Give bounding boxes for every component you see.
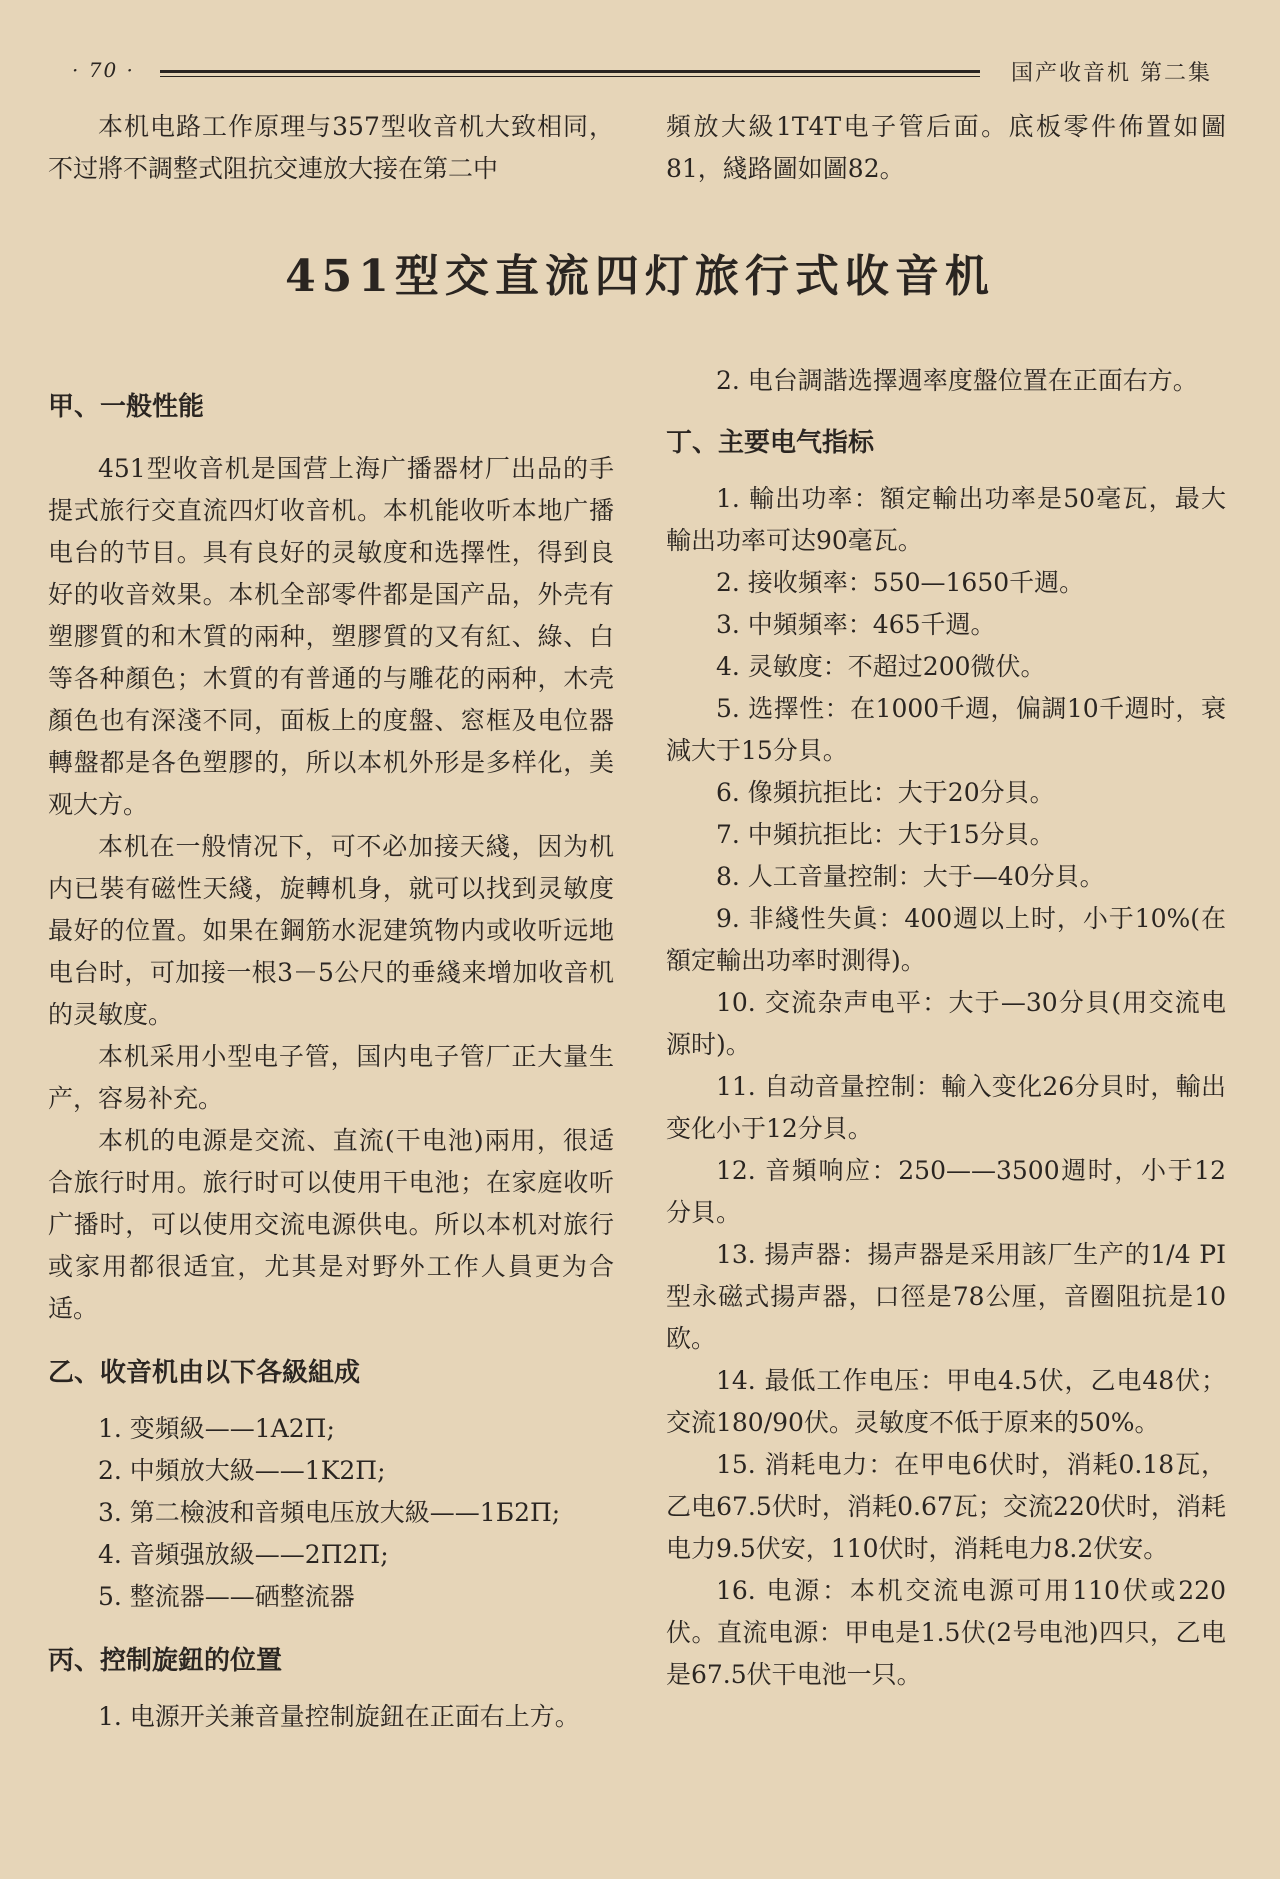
right-column bbox=[666, 360, 1226, 1696]
spec-item: 4. 灵敏度：不超过200微伏。 bbox=[716, 652, 1046, 681]
list-item: 2. 中頻放大級——1K2Π; bbox=[98, 1456, 386, 1485]
spec-item: 3. 中頻頻率：465千週。 bbox=[716, 610, 996, 639]
paragraph-general-4: 本机的电源是交流、直流(干电池)兩用，很适合旅行时用。旅行时可以使用干电池；在家庭收听广播时，可以使用交流电源供电。所以本机对旅行或家用都很适宜，尤其是对野外工作人員更为合适。 bbox=[48, 1126, 614, 1323]
page-number: · 70 · bbox=[72, 58, 135, 82]
spec-item: 7. 中頻抗拒比：大于15分貝。 bbox=[716, 820, 1055, 849]
spec-item: 2. 接收頻率：550—1650千週。 bbox=[716, 568, 1085, 597]
spec-item: 5. 选擇性：在1000千週，偏調10千週时，衰減大于15分貝。 bbox=[666, 694, 1226, 765]
left-column bbox=[48, 386, 614, 1738]
spec-item: 10. 交流杂声电平：大于—30分貝(用交流电源时)。 bbox=[666, 988, 1226, 1059]
list-item: 5. 整流器——硒整流器 bbox=[98, 1582, 355, 1611]
list-item: 3. 第二檢波和音頻电压放大級——1Б2Π; bbox=[98, 1498, 561, 1527]
section-heading-specs: 丁、主要电气指标 bbox=[666, 428, 875, 458]
spec-item: 6. 像頻抗拒比：大于20分貝。 bbox=[716, 778, 1055, 807]
paragraph-general-2: 本机在一般情况下，可不必加接天綫，因为机内已裝有磁性天綫，旋轉机身，就可以找到灵敏度最好的位置。如果在鋼筋水泥建筑物内或收听远地电台时，可加接一根3－5公尺的垂綫来增加收音机的灵敏度。 bbox=[48, 832, 614, 1029]
intro-paragraph-right: 頻放大級1T4T电子管后面。底板零件佈置如圖81，綫路圖如圖82。 bbox=[666, 112, 1226, 183]
spec-item: 16. 电源：本机交流电源可用110伏或220伏。直流电源：甲电是1.5伏(2号电池)四只，乙电是67.5伏干电池一只。 bbox=[666, 1576, 1226, 1689]
header-rule-thin bbox=[160, 76, 980, 77]
spec-item: 1. 輸出功率：額定輸出功率是50毫瓦，最大輸出功率可达90毫瓦。 bbox=[666, 484, 1226, 555]
spec-item: 8. 人工音量控制：大于—40分貝。 bbox=[716, 862, 1105, 891]
section-heading-controls: 丙、控制旋鈕的位置 bbox=[48, 1646, 283, 1676]
series-title: 国产收音机 第二集 bbox=[1011, 61, 1212, 86]
list-item: 1. 电源开关兼音量控制旋鈕在正面右上方。 bbox=[98, 1702, 580, 1731]
intro-left-column bbox=[48, 106, 614, 190]
paragraph-general-1: 451型收音机是国营上海广播器材厂出品的手提式旅行交直流四灯收音机。本机能收听本地广播电台的节目。具有良好的灵敏度和选擇性，得到良好的收音效果。本机全部零件都是国产品，外壳有塑膠質的和木質的兩种，塑膠質的又有紅、綠、白等各种顏色；木質的有普通的与雕花的兩种，木壳顏色也有深淺不同，面板上的度盤、窓框及电位器轉盤都是各色塑膠的，所以本机外形是多样化，美观大方。 bbox=[48, 454, 614, 819]
intro-right-column bbox=[666, 106, 1226, 190]
spec-item: 13. 揚声器：揚声器是采用該厂生产的1/4 PI型永磁式揚声器，口徑是78公厘，音圈阻抗是10欧。 bbox=[666, 1240, 1226, 1353]
header-rule bbox=[160, 70, 980, 73]
spec-item: 11. 自动音量控制：輸入变化26分貝时，輸出变化小于12分貝。 bbox=[666, 1072, 1226, 1143]
intro-paragraph-left: 本机电路工作原理与357型收音机大致相同，不过將不調整式阻抗交連放大接在第二中 bbox=[48, 112, 614, 183]
page-header bbox=[72, 56, 1212, 88]
article-title: 451型交直流四灯旅行式收音机 bbox=[285, 251, 995, 302]
spec-item: 14. 最低工作电压：甲电4.5伏，乙电48伏；交流180/90伏。灵敏度不低于原来的50%。 bbox=[666, 1366, 1226, 1437]
section-heading-general: 甲、一般性能 bbox=[48, 392, 205, 422]
spec-item: 12. 音頻响应：250——3500週时，小于12分貝。 bbox=[666, 1156, 1226, 1227]
paragraph-general-3: 本机采用小型电子管，国内电子管厂正大量生产，容易补充。 bbox=[48, 1042, 614, 1113]
list-item: 1. 变頻級——1A2Π; bbox=[98, 1414, 335, 1443]
section-heading-stages: 乙、收音机由以下各級組成 bbox=[48, 1358, 361, 1388]
spec-item: 9. 非綫性失眞：400週以上时，小于10%(在額定輸出功率时測得)。 bbox=[666, 904, 1226, 975]
list-item: 4. 音頻强放級——2Π2Π; bbox=[98, 1540, 389, 1569]
list-item: 2. 电台調諧选擇週率度盤位置在正面右方。 bbox=[716, 366, 1198, 395]
spec-item: 15. 消耗电力：在甲电6伏时，消耗0.18瓦，乙电67.5伏时，消耗0.67瓦；交流220伏时，消耗电力9.5伏安，110伏时，消耗电力8.2伏安。 bbox=[666, 1450, 1226, 1563]
